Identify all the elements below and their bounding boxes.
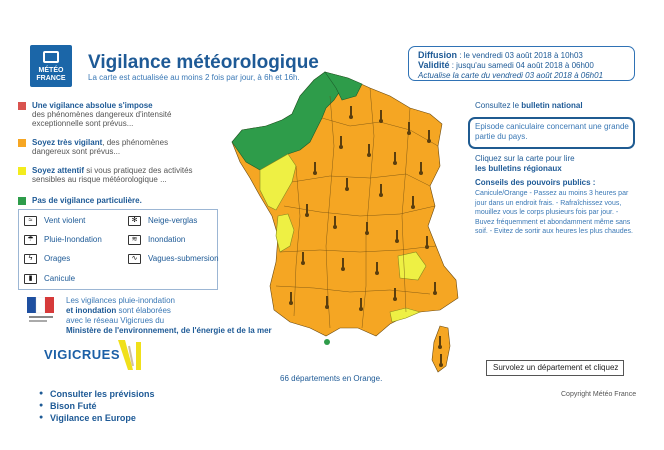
copyright: Copyright Météo France xyxy=(561,391,637,398)
crues-line1: Les vigilances pluie-inondation xyxy=(66,296,175,305)
risk-canicule-label: Canicule xyxy=(44,274,76,284)
green-swatch xyxy=(18,197,26,205)
cliquez-text: Cliquez sur la carte pour lire xyxy=(475,154,575,163)
risk-pluie xyxy=(24,235,102,245)
small-green-zone xyxy=(324,339,330,345)
conseils-text: Canicule/Orange - Passez au moins 3 heures par jour dans un endroit frais. - Rafraîchissez vous, mouillez vous le corps plusieurs fois par jour. - Buvez fréquemment et abondamment même sans soif. - Evitez de sortir aux heures les plus chaudes. xyxy=(475,190,633,235)
diffusion-value: : le vendredi 03 août 2018 à 10h03 xyxy=(457,51,583,60)
lightning-icon: ϟ xyxy=(24,254,37,264)
vigicrues-link[interactable]: VIGICRUES xyxy=(44,347,121,362)
risk-vent xyxy=(24,216,85,226)
waves-icon: ∿ xyxy=(128,254,141,264)
risk-inondation xyxy=(128,235,185,245)
risk-vagues-label: Vagues-submersion xyxy=(148,254,219,264)
consultez-text: Consultez le xyxy=(475,101,522,110)
risk-neige-label: Neige-verglas xyxy=(148,216,198,226)
legend-red-title: Une vigilance absolue s'impose xyxy=(32,101,153,110)
legend-red xyxy=(18,101,208,128)
risk-vent-label: Vent violent xyxy=(44,216,86,226)
bulletin-national-line xyxy=(475,101,583,110)
legend-orange-title: Soyez très vigilant xyxy=(32,138,103,147)
legend-yellow-text: si vous pratiquez des activités sensibles au risque météorologique ... xyxy=(32,166,193,184)
bulletin-national-link[interactable]: bulletin national xyxy=(521,101,583,110)
conseils-title: Conseils des pouvoirs publics : xyxy=(475,178,596,187)
risk-neige xyxy=(128,216,197,226)
bulletins-regionaux-link[interactable]: les bulletins régionaux xyxy=(475,164,562,173)
validite-value: : jusqu'au samedi 04 août 2018 à 06h00 xyxy=(449,61,594,70)
france-vigilance-map[interactable] xyxy=(230,66,465,378)
logo-mark-icon xyxy=(43,51,59,63)
page-title: Vigilance météorologique xyxy=(88,52,319,73)
crues-line2b: sont élaborées xyxy=(116,306,171,315)
diffusion-label: Diffusion xyxy=(418,50,457,60)
orange-count: 66 départements en Orange. xyxy=(280,374,383,383)
wind-icon: ≈ xyxy=(24,216,37,226)
vigilance-vi-logo[interactable] xyxy=(114,336,154,374)
legend-yellow-title: Soyez attentif xyxy=(32,166,85,175)
meteo-france-logo[interactable] xyxy=(30,45,72,87)
risk-vagues xyxy=(128,254,219,264)
risk-orages xyxy=(24,254,70,264)
france-mainland[interactable] xyxy=(232,72,458,336)
snowflake-icon: ✻ xyxy=(128,216,141,226)
actualise-link[interactable]: Actualise la carte du vendredi 03 août 2018 à 06h01 xyxy=(418,71,604,80)
yellow-swatch xyxy=(18,167,26,175)
legend-green xyxy=(18,196,208,205)
flood-icon: ≋ xyxy=(128,235,141,245)
risk-inondation-label: Inondation xyxy=(148,235,186,245)
crues-line2a: et inondation xyxy=(66,306,117,315)
risk-canicule xyxy=(24,274,75,284)
crues-line3: avec le réseau Vigicrues du xyxy=(66,316,165,325)
diffusion-line xyxy=(418,50,583,60)
orange-swatch xyxy=(18,139,26,147)
legend-orange xyxy=(18,138,208,156)
red-swatch xyxy=(18,102,26,110)
legend-green-title: Pas de vigilance particulière. xyxy=(32,196,142,205)
logo-line2: FRANCE xyxy=(36,75,66,82)
risk-orages-label: Orages xyxy=(44,254,71,264)
episode-text: Episode caniculaire concernant une grande partie du pays. xyxy=(475,122,629,141)
ministry-name: Ministère de l'environnement, de l'énergie et de la mer xyxy=(66,326,272,335)
survol-text: Survolez un département et cliquez xyxy=(493,363,619,372)
link-vigilance-europe[interactable]: ● Vigilance en Europe xyxy=(50,413,136,423)
legend-yellow xyxy=(18,166,208,184)
rain-flood-icon: ☂ xyxy=(24,235,37,245)
link-bison-fute[interactable]: ● Bison Futé xyxy=(50,401,97,411)
logo-line1: MÉTÉO xyxy=(38,67,64,74)
risk-pluie-label: Pluie-Inondation xyxy=(44,235,102,245)
legend-orange-text: , des phénomènes dangereux sont prévus... xyxy=(32,138,169,156)
link-previsions[interactable]: ● Consulter les prévisions xyxy=(50,389,155,399)
legend-red-text: des phénomènes dangereux d'intensité exceptionnelle sont prévus... xyxy=(32,110,172,128)
ministry-logo xyxy=(27,297,55,325)
validite-label: Validité xyxy=(418,60,450,70)
thermometer-icon: ▮ xyxy=(24,274,37,284)
page-subtitle: La carte est actualisée au moins 2 fois par jour, à 6h et 16h. xyxy=(88,73,300,82)
